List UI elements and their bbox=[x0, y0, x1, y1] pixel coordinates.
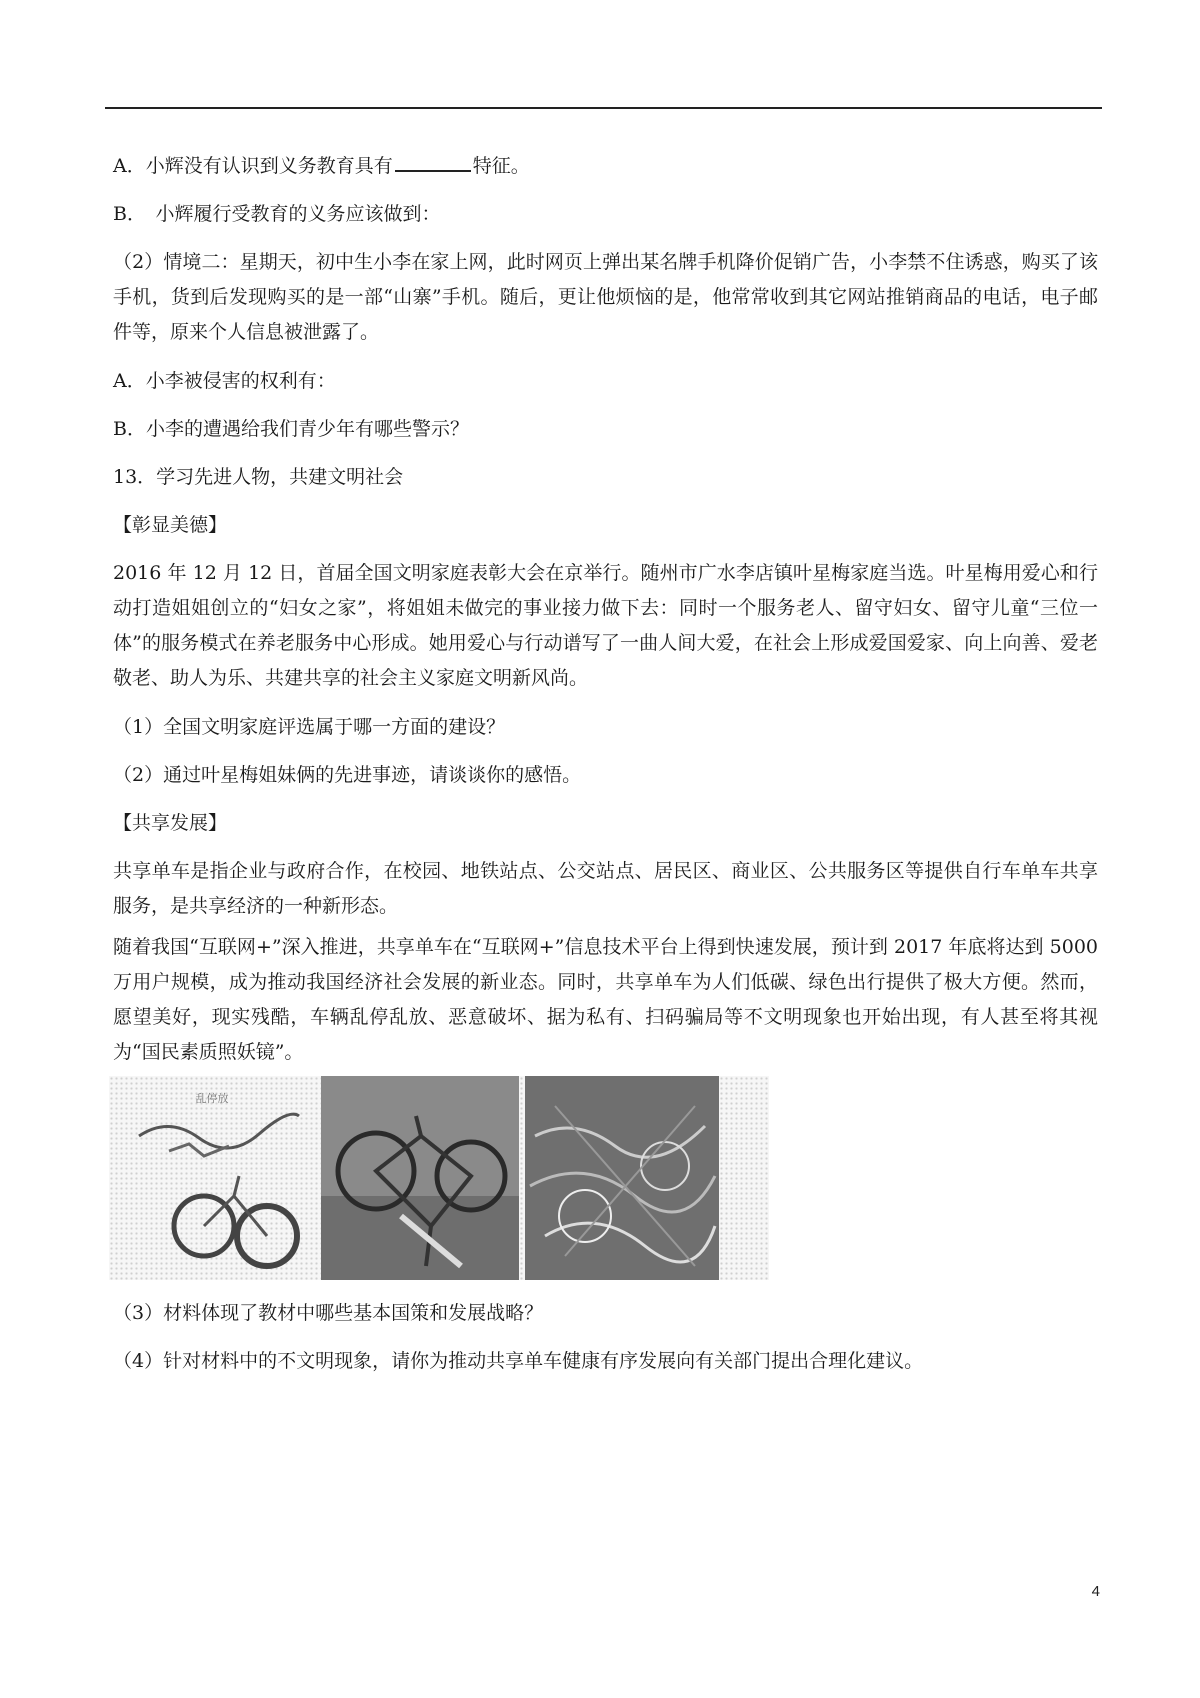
photo-caption: 乱停放 bbox=[195, 1092, 229, 1105]
sub-question-1: （1）全国文明家庭评选属于哪一方面的建设？ bbox=[113, 716, 506, 738]
bike-sketch-image bbox=[109, 1076, 315, 1280]
shared-bike-photo-figure bbox=[109, 1076, 769, 1280]
question-line-b2: B．小李的遭遇给我们青少年有哪些警示？ bbox=[113, 418, 469, 440]
header-rule bbox=[105, 107, 1102, 109]
document-body bbox=[113, 148, 1098, 1392]
virtue-paragraph: 2016 年 12 月 12 日，首届全国文明家庭表彰大会在京举行。随州市广水李店镇叶星梅家庭当选。叶星梅用爱心和行动打造姐姐创立的“妇女之家”，将姐姐未做完的事业接力做下去：同时一个服务老人、留守妇女、留守儿童“三位一体”的服务模式在养老服务中心形成。她用爱心与行动谱写了一曲人间大爱，在社会上形成爱国爱家、向上向善、爱老敬老、助人为乐、共建共享的社会主义家庭文明新风尚。 bbox=[113, 562, 1098, 689]
answer-blank bbox=[395, 148, 471, 172]
photo-panel-parking bbox=[109, 1076, 315, 1280]
page-number: 4 bbox=[1091, 1583, 1100, 1600]
question-line-a2: A．小李被侵害的权利有： bbox=[113, 370, 336, 392]
photo-panel-private-lock bbox=[321, 1076, 519, 1280]
scenario-two-paragraph: （2）情境二：星期天，初中生小李在家上网，此时网页上弹出某名牌手机降价促销广告，小李禁不住诱惑，购买了该手机，货到后发现购买的是一部“山寨”手机。随后，更让他烦恼的是，他常常收到其它网站推销商品的电话，电子邮件等，原来个人信息被泄露了。 bbox=[113, 251, 1098, 343]
sub-question-4: （4）针对材料中的不文明现象，请你为推动共享单车健康有序发展向有关部门提出合理化建议。 bbox=[113, 1350, 924, 1372]
question-line-b1: B． 小辉履行受教育的义务应该做到： bbox=[113, 203, 441, 225]
section-heading-virtue: 【彰显美德】 bbox=[113, 514, 228, 536]
question-text: A．小辉没有认识到义务教育具有 bbox=[113, 155, 393, 177]
sub-question-2: （2）通过叶星梅姐妹俩的先进事迹，请谈谈你的感悟。 bbox=[113, 764, 582, 786]
damaged-bikes-image bbox=[525, 1076, 719, 1280]
section-heading-sharing: 【共享发展】 bbox=[113, 812, 228, 834]
question-13-title: 13．学习先进人物，共建文明社会 bbox=[113, 466, 404, 488]
question-text-end: 特征。 bbox=[472, 155, 530, 177]
photo-panel-vandalism bbox=[525, 1076, 719, 1280]
question-line-a1 bbox=[113, 148, 1098, 183]
sharing-definition-paragraph: 共享单车是指企业与政府合作，在校园、地铁站点、公交站点、居民区、商业区、公共服务区等提供自行车单车共享服务，是共享经济的一种新形态。 bbox=[113, 860, 1098, 917]
locked-bike-image bbox=[321, 1076, 519, 1280]
sharing-development-paragraph: 随着我国“互联网+”深入推进，共享单车在“互联网+”信息技术平台上得到快速发展，预计到 2017 年底将达到 5000 万用户规模，成为推动我国经济社会发展的新业态。同时，共享单车为人们低碳、绿色出行提供了极大方便。然而，愿望美好，现实残酷，车辆乱停乱放、恶意破坏、据为私有、扫码骗局等不文明现象也开始出现，有人甚至将其视为“国民素质照妖镜”。 bbox=[113, 936, 1098, 1063]
sub-question-3: （3）材料体现了教材中哪些基本国策和发展战略？ bbox=[113, 1302, 544, 1324]
